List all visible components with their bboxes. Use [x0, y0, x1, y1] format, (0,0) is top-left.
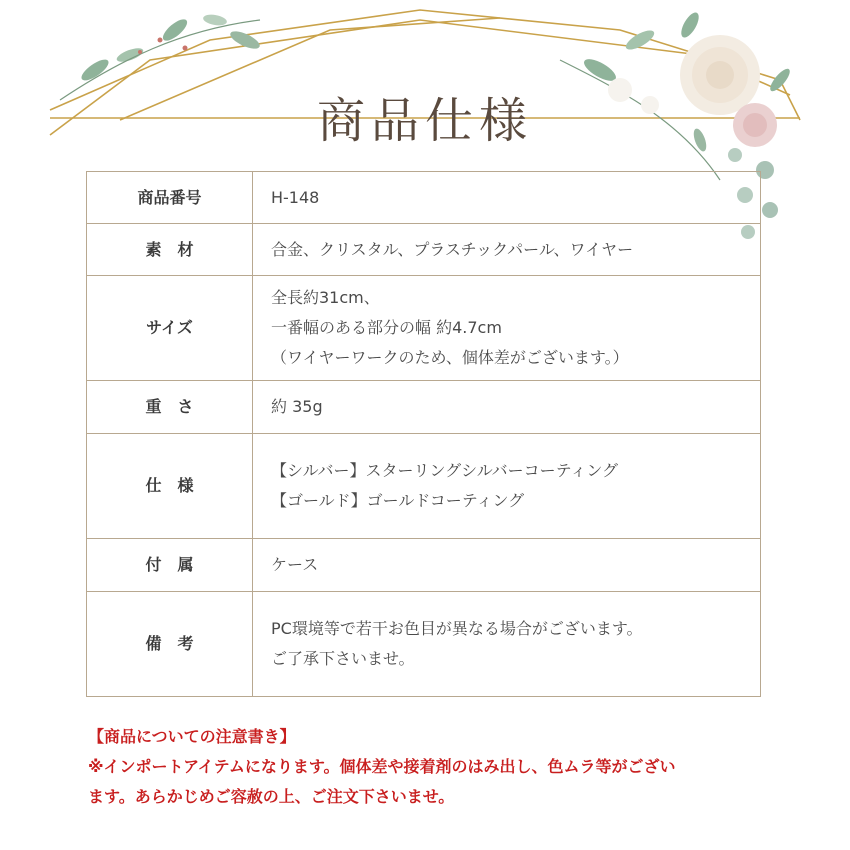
- notice-heading: 【商品についての注意書き】: [88, 727, 296, 746]
- row-label: 商品番号: [87, 172, 253, 224]
- row-label: 備 考: [87, 592, 253, 697]
- value-line: 全長約31cm、: [271, 288, 380, 307]
- value-line: ケース: [271, 555, 319, 574]
- row-value: [253, 434, 761, 539]
- value-line: 【シルバー】スターリングシルバーコーティング: [271, 461, 619, 480]
- value-line: 【ゴールド】ゴールドコーティング: [271, 491, 525, 510]
- value-line: PC環境等で若干お色目が異なる場合がございます。: [271, 619, 643, 638]
- row-value: [253, 592, 761, 697]
- row-label: 付 属: [87, 539, 253, 592]
- row-value: [253, 539, 761, 592]
- table-row: [87, 172, 761, 224]
- value-line: ご了承下さいませ。: [271, 649, 415, 668]
- notice-line: ます。あらかじめご容赦の上、ご注文下さいませ。: [88, 787, 455, 806]
- table-row: [87, 224, 761, 276]
- value-line: 一番幅のある部分の幅 約4.7cm: [271, 318, 502, 337]
- spec-table: [86, 171, 761, 697]
- table-row: [87, 276, 761, 381]
- row-label: 素 材: [87, 224, 253, 276]
- row-value: [253, 276, 761, 381]
- value-line: 合金、クリスタル、プラスチックパール、ワイヤー: [271, 239, 634, 259]
- value-line: （ワイヤーワークのため、個体差がございます。）: [271, 348, 629, 367]
- page-title: 商品仕様: [316, 93, 533, 149]
- table-row: [87, 592, 761, 697]
- row-value: [253, 172, 761, 224]
- row-value: [253, 224, 761, 276]
- row-value: [253, 381, 761, 434]
- notice-line: ※インポートアイテムになります。個体差や接着剤のはみ出し、色ムラ等がござい: [88, 757, 676, 776]
- row-label: 重 さ: [87, 381, 253, 434]
- table-row: [87, 381, 761, 434]
- row-label: 仕 様: [87, 434, 253, 539]
- table-row: [87, 434, 761, 539]
- table-row: [87, 539, 761, 592]
- row-label: サイズ: [87, 276, 253, 381]
- value-line: 約 35g: [271, 397, 323, 416]
- caution-notice: [88, 722, 768, 812]
- value-line: H-148: [271, 187, 320, 207]
